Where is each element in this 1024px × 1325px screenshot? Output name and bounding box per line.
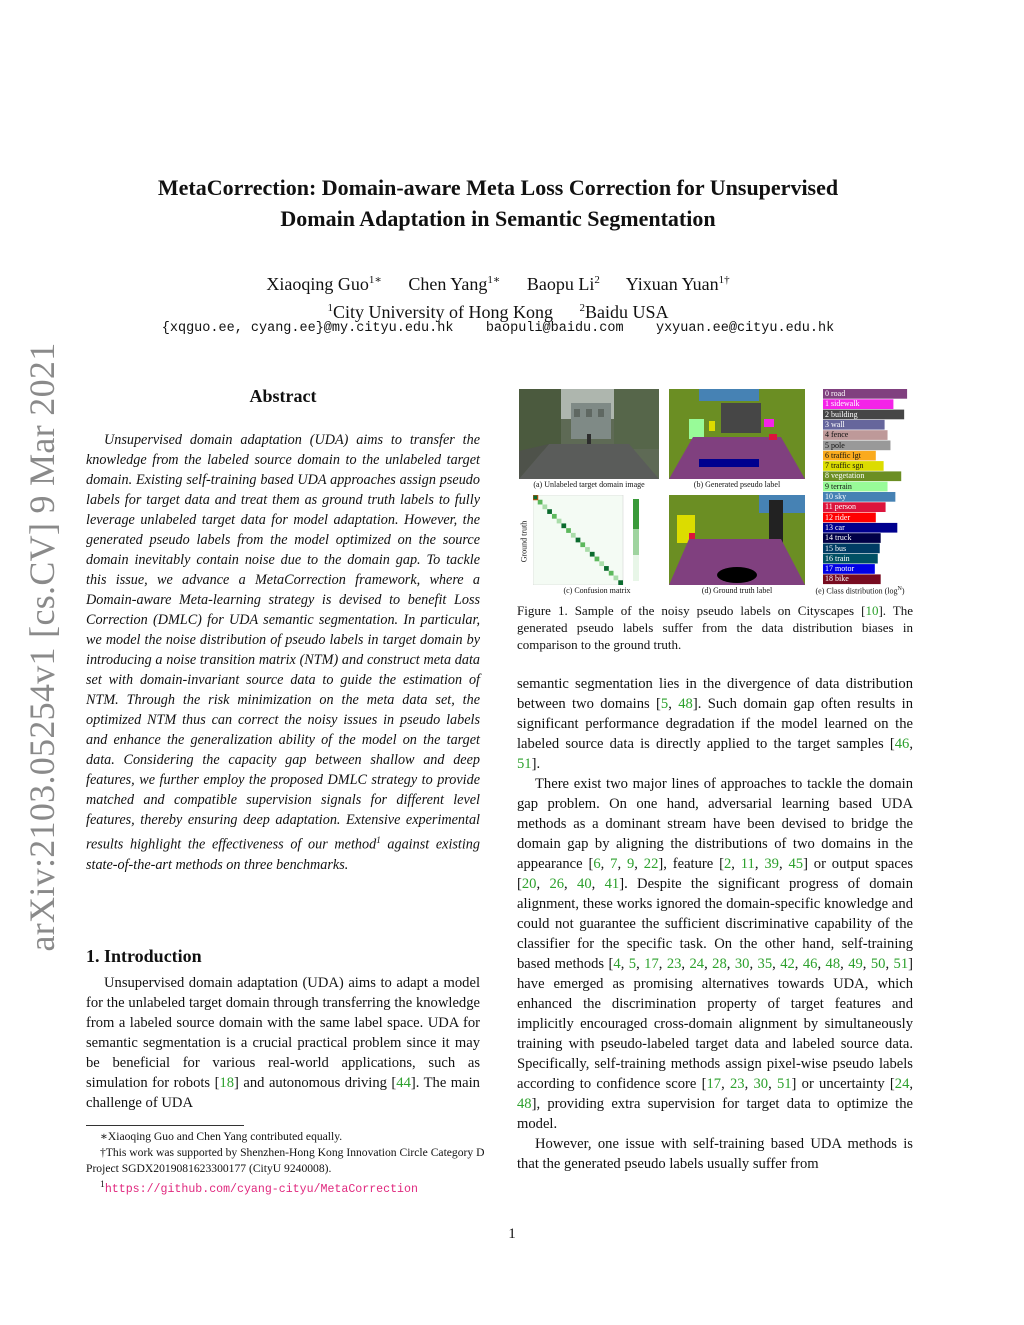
author-name: Xiaoqing Guo (266, 274, 369, 294)
intro-text: Unsupervised domain adaptation (UDA) aims to adapt a model for the unlabeled target domain through transferring the knowledge from a labeled source domain with the same label space. UDA for semantic segmentation is a crucial practical problem since it may be beneficial for various real-world applications, such as simulation for robots [ (86, 975, 480, 1091)
confusion-cell (576, 538, 581, 543)
arxiv-stamp: arXiv:2103.05254v1 [cs.CV] 9 Mar 2021 (22, 342, 62, 952)
body-text: ] or uncertainty [ (791, 1076, 895, 1092)
citation-link[interactable]: 28 (712, 956, 727, 972)
author-emails: {xqguo.ee, cyang.ee}@my.cityu.edu.hk baopuli@baidu.com yxyuan.ee@cityu.edu.hk (161, 321, 835, 336)
citation-link[interactable]: 39 (764, 856, 779, 872)
confusion-ylabel: Ground truth (519, 520, 529, 563)
paragraph: However, one issue with self-training based UDA methods is that the generated pseudo labels usually suffer from (517, 1136, 913, 1172)
ground-truth-image (669, 495, 805, 585)
legend-label: 11 person (825, 502, 857, 512)
title-line-2: Domain Adaptation in Semantic Segmentation (280, 206, 716, 231)
footnote-1: ∗Xiaoqing Guo and Chen Yang contributed equally. (100, 1130, 343, 1143)
affil-sup: 1 (327, 302, 333, 314)
author-sup: 1∗ (368, 274, 382, 286)
github-link[interactable]: https://github.com/cyang-cityu/MetaCorrection (104, 1182, 418, 1196)
abstract-body: Unsupervised domain adaptation (UDA) aims to transfer the knowledge from the labeled source domain to the unlabeled target domain. Existing self-training based UDA approaches assign pseudo labels for target data and treat them as ground truth labels to fully leverage unlabeled target data for model adaptation. However, the generated pseudo labels from the model optimized on the source domain inevitably contain noise due to the domain gap. To tackle this issue, we advance a MetaCorrection framework, where a Domain-aware Meta-learning strategy is devised to benefit Loss Correction (DMLC) for UDA semantic segmentation. In particular, we model the noise distribution of pseudo labels in target domain by introducing a noise transition matrix (NTM) and construct meta data set with domain-invariant source data to guide the estimation of NTM. Through the risk minimization on the meta data set, the optimized NTM thus can correct the noisy issues in pseudo labels and enhance the generalization ability of the model on the target data. Considering the capacity gap between shallow and deep features, we further employ the proposed DMLC strategy to provide matched and compatible supervision signals for different level features, thereby ensuring deep adaptation. Extensive experimental results highlight the effectiveness of our method (86, 432, 480, 853)
figure-caption (517, 602, 913, 653)
citation-link[interactable]: 6 (593, 856, 601, 872)
confusion-cell (609, 571, 614, 576)
citation-link[interactable]: 51 (776, 1076, 792, 1092)
citation-link[interactable]: 4 (613, 956, 621, 972)
confusion-cell (552, 514, 557, 519)
figure-1 (517, 387, 913, 597)
subcaption-e (805, 586, 915, 596)
affiliations (100, 296, 896, 324)
footnote-2: †This work was supported by Shenzhen-Hong Kong Innovation Circle Category D Project SGDX2019081623300177 (CityU 9240008). (86, 1146, 485, 1175)
footnote-mark: 1 (100, 1179, 105, 1190)
body-text: ]. (531, 756, 541, 772)
legend-label: 16 train (825, 553, 850, 563)
citation-link[interactable]: 17 (706, 1076, 722, 1092)
citation-link[interactable]: 49 (848, 956, 863, 972)
author-name: Baopu Li (526, 274, 595, 294)
confusion-cell (614, 576, 619, 581)
confusion-cell (585, 547, 590, 552)
confusion-cell (571, 533, 576, 538)
pseudo-label-image (669, 389, 805, 479)
legend-label: 2 building (825, 409, 858, 419)
citation-link[interactable]: 40 (577, 876, 592, 892)
footnote-rule (86, 1125, 244, 1126)
confusion-cell (561, 523, 566, 528)
confusion-cell (599, 561, 604, 566)
body-text: ] or output spaces [ (517, 856, 914, 892)
intro-paragraph (86, 973, 480, 1113)
citation-link[interactable]: 23 (729, 1076, 745, 1092)
legend-label: 8 vegetation (825, 471, 865, 481)
citation-link[interactable]: 7 (610, 856, 618, 872)
confusion-matrix (533, 495, 663, 585)
affil-sup: 2 (579, 302, 585, 314)
body-text: , (668, 696, 679, 712)
citation-link[interactable]: 11 (740, 856, 755, 872)
citation-link[interactable]: 51 (893, 956, 909, 972)
affiliation: City University of Hong Kong (332, 302, 553, 322)
citation-link[interactable]: 5 (660, 696, 669, 712)
citation-link[interactable]: 48 (678, 696, 693, 712)
legend-label: 15 bus (825, 543, 847, 553)
citation-link[interactable]: 46 (802, 956, 818, 972)
page-number: 1 (508, 1226, 516, 1242)
intro-text: ] and autonomous driving [ (234, 1075, 397, 1091)
legend-label: 4 fence (825, 430, 849, 440)
citation-link[interactable]: 5 (628, 956, 637, 972)
subcaption-a: (a) Unlabeled target domain image (533, 480, 645, 489)
citation-link[interactable]: 22 (643, 856, 659, 872)
confusion-cell (604, 566, 609, 571)
citation-link[interactable]: 35 (757, 956, 773, 972)
intro-text: ]. The main challenge of UDA (86, 1075, 480, 1111)
citation-group: 24, 48 (517, 1076, 914, 1112)
paragraph (517, 774, 913, 1134)
body-text: ]. Despite the significant progress of domain alignment, these works ignored the domain-specific knowledge and could not guarantee the sufficient discriminative capability of the classifier for the specific task. On the other hand, self-training based methods [ (517, 876, 914, 972)
legend-label: 1 sidewalk (825, 399, 860, 409)
body-text: ]. Such domain gap often results in significant performance degradation if the model learned on the labeled source data is directly applied to the target samples [ (517, 696, 913, 752)
paragraph: semantic segmentation lies in the divergence of data distribution between two domains [5, 48]. Such domain gap often results in significant performance degradation if the model learned on the labeled source data is directly applied to the target samples [46, 51]. (517, 676, 913, 772)
subcaption-b: (b) Generated pseudo label (693, 480, 781, 489)
body-text: ], feature [ (658, 856, 724, 872)
citation-link[interactable]: 20 (521, 876, 537, 892)
citation-link[interactable]: 30 (753, 1076, 769, 1092)
footnotes (86, 1129, 486, 1198)
citation-group: 17, 23, 30, 51 (706, 1076, 792, 1092)
citation-link[interactable]: 51 (517, 756, 532, 772)
confusion-cell (618, 580, 623, 585)
affiliation: Baidu USA (584, 302, 669, 322)
legend-label: 3 wall (825, 419, 845, 429)
citation-link[interactable]: 17 (644, 956, 659, 972)
citation-link[interactable]: 2 (723, 856, 732, 872)
citation-link[interactable]: 48 (517, 1096, 532, 1112)
citation-link[interactable]: 24 (894, 1076, 910, 1092)
legend-label: 12 rider (825, 512, 851, 522)
citation-group: 2, 11, 39, 45 (723, 856, 804, 872)
body-text: ] have emerged as promising alternatives towards UDA, which enhanced the discrimination property of target features and implicitly encouraged cross-domain alignment by simultaneously training with pseudo-labeled target data and labeled source data. Specifically, self-training methods assign pixel-wise pseudo labels according to confidence score [ (517, 956, 914, 1092)
confusion-cell (542, 504, 547, 509)
citation-link[interactable]: 26 (549, 876, 565, 892)
citation-link[interactable]: 46 (894, 736, 910, 752)
author-block (100, 268, 896, 324)
body-text: semantic segmentation lies in the divergence of data distribution between two domains [ (517, 676, 913, 712)
legend-label: 13 car (825, 522, 845, 532)
citation-link[interactable]: 44 (396, 1075, 411, 1091)
title-line-1: MetaCorrection: Domain-aware Meta Loss Correction for Unsupervised (157, 175, 839, 200)
citation-link[interactable]: 42 (780, 956, 795, 972)
target-domain-image (519, 389, 659, 479)
citation-group: 4, 5, 17, 23, 24, 28, 30, 35, 42, 46, 48, 49, 50, 51 (613, 956, 909, 972)
footnote-mark: 1 (376, 835, 381, 845)
body-text: ], providing extra supervision for target data to optimize the model. (517, 1096, 913, 1132)
confusion-cell (533, 495, 538, 500)
legend-label: 17 motor (825, 564, 855, 574)
confusion-cell (538, 500, 543, 505)
paper-title (100, 172, 896, 234)
legend-label: 5 pole (825, 440, 845, 450)
citation-link[interactable]: 45 (788, 856, 804, 872)
citation-link[interactable]: 24 (689, 956, 705, 972)
confusion-cell (590, 552, 595, 557)
subcaption-e-end: ) (901, 586, 905, 596)
confusion-cell (595, 557, 600, 562)
citation-link[interactable]: 41 (604, 876, 620, 892)
author-sup: 1† (718, 274, 730, 286)
citation-group: 6, 7, 9, 22 (593, 856, 659, 872)
body-text: There exist two major lines of approaches to tackle the domain gap problem. On one hand, adversarial learning based UDA methods as a dominant stream have been devised to bridge the domain gap by aligning the distributions of two domains in the appearance [ (517, 776, 913, 872)
citation-group: 20, 26, 40, 41 (521, 876, 620, 892)
subcaption-c: (c) Confusion matrix (563, 586, 631, 595)
abstract-text (86, 430, 480, 875)
confusion-cell (557, 519, 562, 524)
author-name: Chen Yang (408, 274, 488, 294)
legend-label: 14 truck (825, 533, 852, 543)
subcaption-e-sup: N (897, 586, 902, 592)
legend-label: 18 bike (825, 574, 849, 584)
author-sup: 2 (594, 274, 600, 286)
legend-label: 7 traffic sgn (825, 461, 864, 471)
legend-label: 0 road (825, 389, 846, 398)
legend-label: 6 traffic lgt (825, 450, 861, 460)
citation-link[interactable]: 30 (734, 956, 750, 972)
right-column-text (517, 674, 913, 1174)
citation-link[interactable]: 18 (219, 1075, 235, 1091)
legend-label: 9 terrain (825, 481, 852, 491)
section-heading-introduction: 1. Introduction (86, 946, 202, 966)
citation-link[interactable]: 9 (626, 856, 635, 872)
citation-link[interactable]: 48 (825, 956, 841, 972)
author-names (100, 268, 896, 296)
author-name: Yixuan Yuan (625, 274, 719, 294)
abstract-heading: Abstract (249, 386, 317, 406)
caption-text: Figure 1. Sample of the noisy pseudo labels on Cityscapes [ (517, 603, 866, 618)
subcaption-e-text: (e) Class distribution (log (815, 586, 898, 596)
citation-link[interactable]: 50 (870, 956, 886, 972)
citation-link[interactable]: 23 (666, 956, 682, 972)
author-sup: 1∗ (487, 274, 501, 286)
confusion-cell (566, 528, 571, 533)
legend-label: 10 sky (825, 492, 847, 501)
caption-text: ]. The generated pseudo labels suffer from the data distribution biases in comparison to the ground truth. (517, 603, 913, 652)
abstract-body-end: against existing state-of-the-art methods on three benchmarks. (86, 836, 480, 873)
citation-link[interactable]: 10 (865, 603, 879, 618)
confusion-cell (580, 542, 585, 547)
confusion-cell (547, 509, 552, 514)
subcaption-d: (d) Ground truth label (701, 586, 773, 595)
